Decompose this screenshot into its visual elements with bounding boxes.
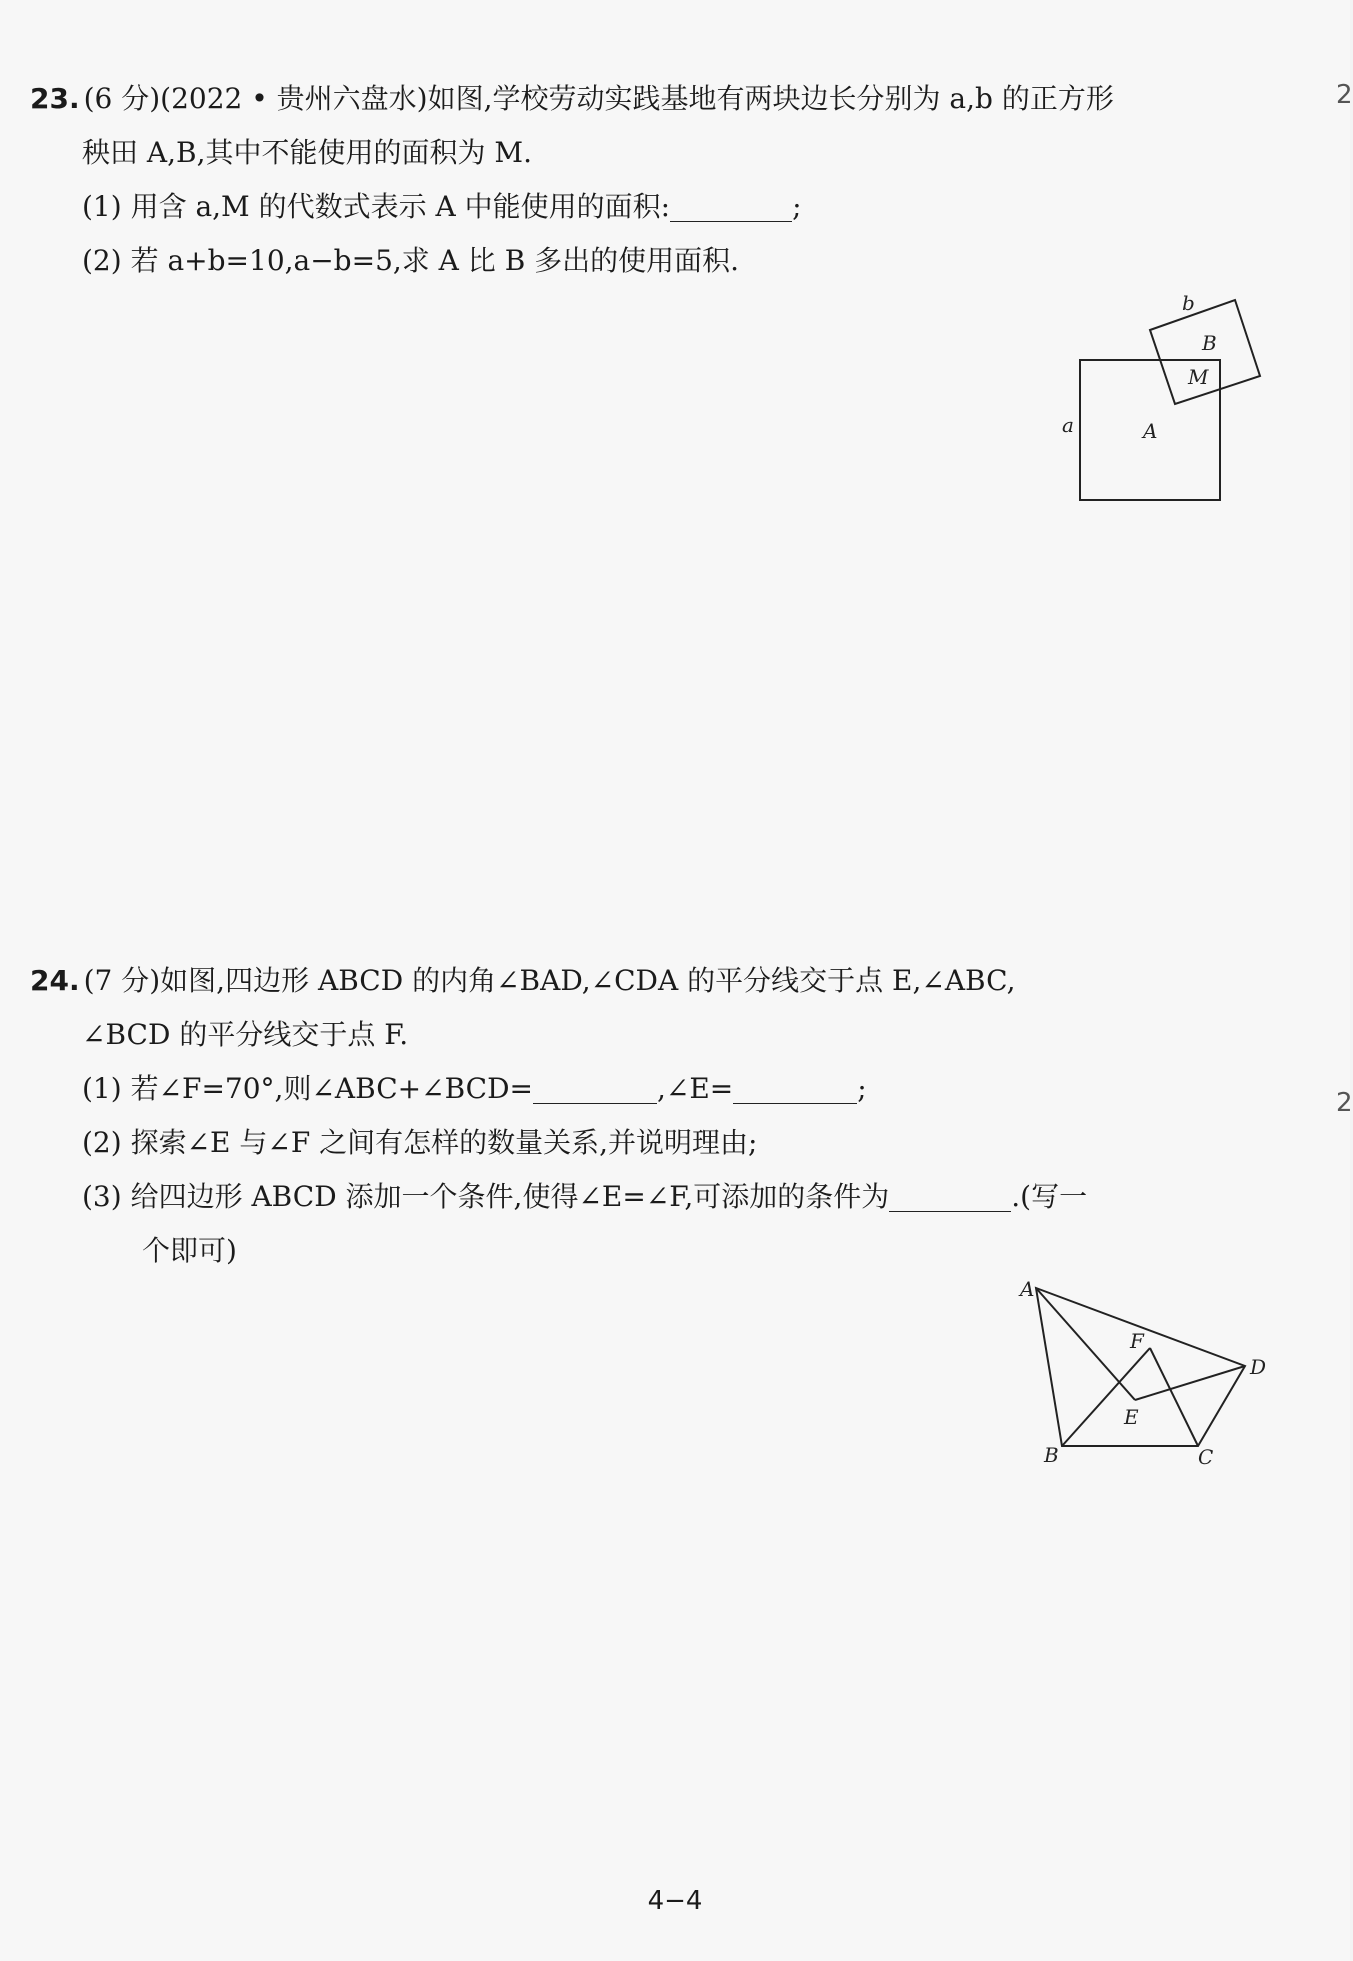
problem-statement-cont: ∠BCD 的平分线交于点 F. — [82, 1018, 409, 1051]
answer-blank-3[interactable] — [889, 1181, 1011, 1212]
question-2: (2) 若 a+b=10,a−b=5,求 A 比 B 多出的使用面积. — [82, 244, 740, 277]
edge-mark: 2 — [1336, 1088, 1353, 1118]
label-B: B — [1044, 1443, 1059, 1467]
label-D: D — [1250, 1355, 1267, 1379]
figure-squares — [1040, 284, 1280, 514]
label-A: A — [1143, 419, 1158, 443]
edge-mark: 2 — [1336, 80, 1353, 110]
question-2: (2) 探索∠E 与∠F 之间有怎样的数量关系,并说明理由; — [82, 1126, 758, 1159]
bisector-BF — [1062, 1348, 1150, 1446]
problem-24: 24. (7 分)如图,四边形 ABCD 的内角∠BAD,∠CDA 的平分线交于点 E,∠ABC, ∠BCD 的平分线交于点 F. (1) 若∠F=70°,则∠ABC+∠BCD= ,∠E= ; (2) 探索∠E 与∠F 之间有怎样的数量关系,并说明理由; (3) 给四边形 ABCD 添加一个条件,使得∠E=∠F,可添加的条件为 .(写一 个即可) — [30, 964, 1088, 1267]
problem-statement: (6 分)(2022 • 贵州六盘水)如图,学校劳动实践基地有两块边长分别为 a,b 的正方形 — [83, 82, 1114, 115]
label-E: E — [1124, 1405, 1139, 1429]
question-3-cont: 个即可) — [142, 1234, 237, 1267]
label-C: C — [1198, 1445, 1214, 1469]
problem-number: 24. — [30, 964, 80, 997]
problem-statement-cont: 秧田 A,B,其中不能使用的面积为 M. — [82, 136, 532, 169]
answer-blank[interactable] — [670, 191, 792, 222]
problem-number: 23. — [30, 82, 80, 115]
problem-23: 23. (6 分)(2022 • 贵州六盘水)如图,学校劳动实践基地有两块边长分别为 a,b 的正方形 秧田 A,B,其中不能使用的面积为 M. (1) 用含 a,M 的代数式表示 A 中能使用的面积: ; (2) 若 a+b=10,a−b=5,求 A 比 B 多出的使用面积. — [30, 82, 1114, 277]
problem-statement: (7 分)如图,四边形 ABCD 的内角∠BAD,∠CDA 的平分线交于点 E,∠ABC, — [83, 964, 1016, 997]
bisector-CF — [1150, 1348, 1198, 1446]
label-M: M — [1188, 365, 1209, 389]
label-b: b — [1182, 291, 1195, 315]
question-3: (3) 给四边形 ABCD 添加一个条件,使得∠E=∠F,可添加的条件为 — [82, 1180, 890, 1213]
figure-quadrilateral — [1010, 1266, 1290, 1476]
label-A: A — [1020, 1277, 1035, 1301]
question-1: (1) 若∠F=70°,则∠ABC+∠BCD= — [82, 1072, 533, 1105]
answer-blank-2[interactable] — [733, 1073, 857, 1104]
label-a: a — [1062, 413, 1074, 437]
question-1: (1) 用含 a,M 的代数式表示 A 中能使用的面积: — [82, 190, 671, 223]
quadrilateral-ABCD — [1036, 1288, 1245, 1446]
answer-blank-1[interactable] — [533, 1073, 657, 1104]
label-B: B — [1202, 331, 1217, 355]
label-F: F — [1130, 1329, 1144, 1353]
page-number: 4−4 — [647, 1886, 703, 1916]
